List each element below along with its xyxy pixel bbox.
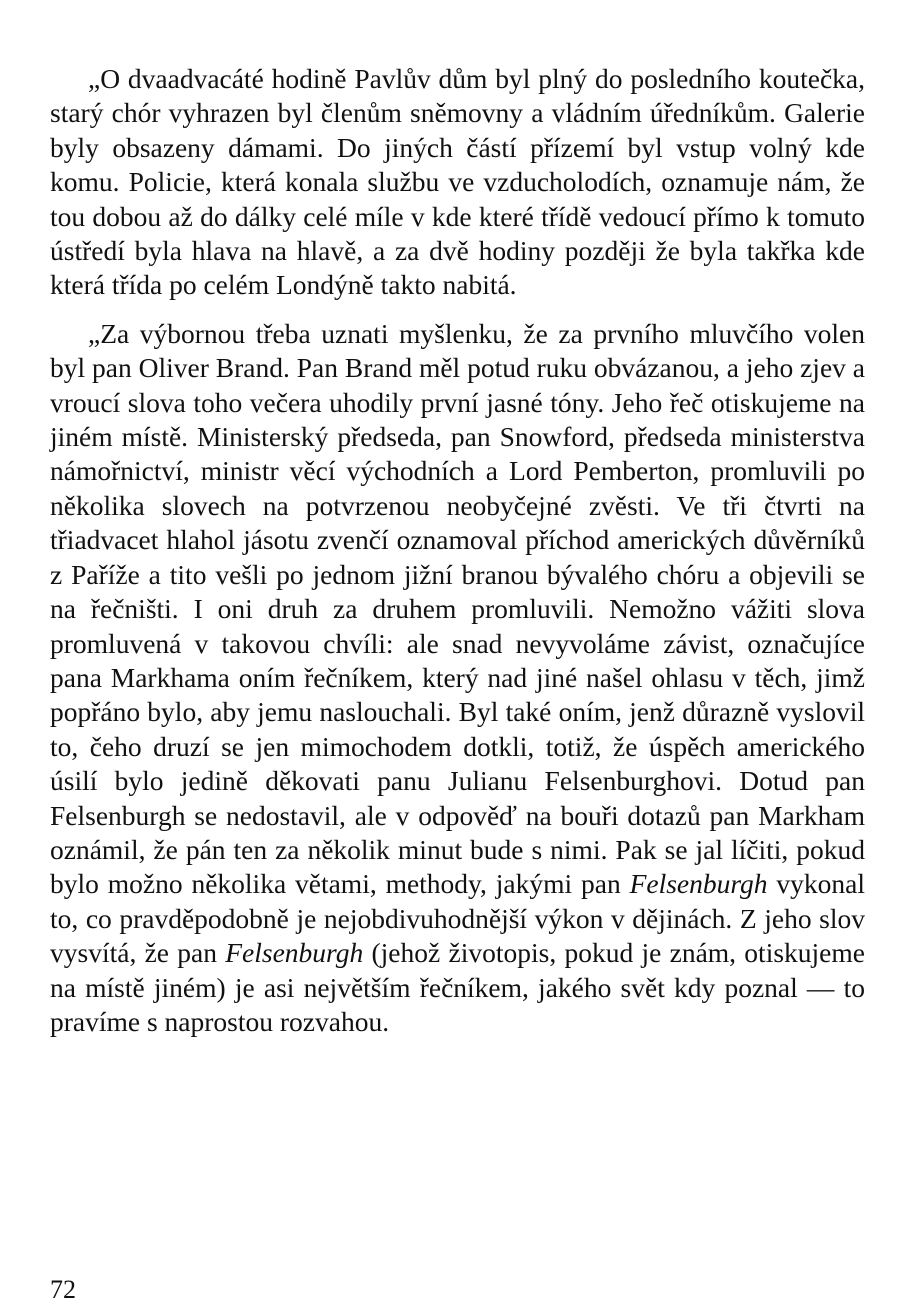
paragraph-2-text-part-1: „Za výbornou třeba uznati myšlenku, že za prvního mluvčího volen byl pan Oliver Brand. Pan Brand měl potud ruku obvázanou, a jeho zjev a vroucí slova toho večera uhodily první jasné tóny. Jeho řeč otiskujeme na jiném místě. Ministerský předseda, pan Snowford, předseda ministerstva námořnictví, ministr věcí východních a Lord Pemberton, promluvili po několika slovech na potvrzenou neobyčejné zvěsti. Ve tři čtvrti na třiadvacet hlahol jásotu zvenčí oznamoval příchod amerických důvěrníků z Paříže a tito vešli po jednom jižní branou bývalého chóru a objevili se na řečništi. I oni druh za druhem promluvili. Nemožno vážiti slova promluvená v takovou chvíli: ale snad nevyvoláme závist, označujíce pana Markhama oním řečníkem, který nad jiné našel ohlasu v těch, jimž popřáno bylo, aby jemu naslouchali. Byl také oním, jenž důrazně vyslovil to, čeho druzí se jen mimochodem dotkli, totiž, že úspěch amerického úsilí bylo jedině děkovati panu Julianu Felsenburghovi. Dotud pan Felsenburgh se nedostavil, ale v odpověď na bouři dotazů pan Markham oznámil, že pán ten za několik minut bude s nimi. Pak se jal líčiti, pokud bylo možno několika větami, methody, jakými pan (50, 317, 865, 900)
paragraph-1-text: „O dvaadvacáté hodině Pavlův dům byl plný do posledního koutečka, starý chór vyhrazen byl členům sněmovny a vládním úředníkům. Galerie byly obsazeny dámami. Do jiných částí přízemí byl vstup volný kde komu. Policie, která konala službu ve vzducholodích, oznamuje nám, že tou dobou až do dálky celé míle v kde které třídě vedoucí přímo k tomuto ústředí byla hlava na hlavě, a za dvě hodiny později že byla takřka kde která třída po celém Londýně takto nabitá. (50, 63, 865, 301)
page-number-text: 72 (50, 1275, 76, 1304)
paragraph-1 (50, 62, 865, 303)
page-body (50, 62, 865, 1039)
paragraph-2-emphasis-felsenburgh-1: Felsenburgh (629, 868, 768, 900)
paragraph-2 (50, 317, 865, 1040)
page-number (50, 1275, 82, 1304)
paragraph-2-emphasis-felsenburgh-2: Felsenburgh (225, 937, 364, 969)
paragraph-2-text-part-3: (jehož životopis, pokud je znám, otiskujeme na místě jiném) je asi největším řečníkem, jakého svět kdy poznal — to pravíme s naprostou rozvahou. (50, 937, 865, 1037)
paragraph-2-text-part-2: vykonal to, co pravděpodobně je nejobdivuhodnější výkon v dějinách. Z jeho slov vysvítá, že pan (50, 868, 866, 969)
